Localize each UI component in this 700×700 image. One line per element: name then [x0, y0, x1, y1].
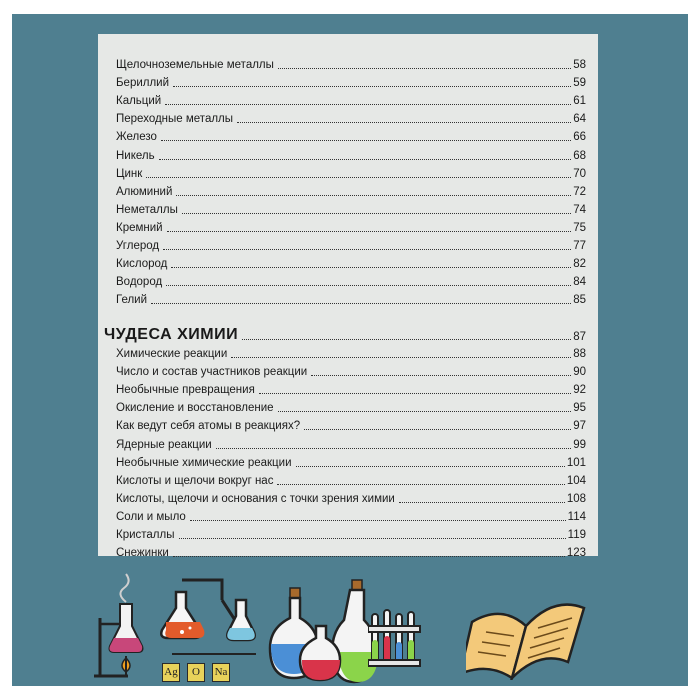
toc-entry-label: Кремний [116, 221, 163, 234]
toc-entry-label: Неметаллы [116, 203, 178, 216]
toc-entry-page-number: 77 [573, 240, 586, 252]
toc-entry-page-number: 119 [567, 529, 586, 541]
toc-entry[interactable] [116, 76, 586, 90]
toc-entry-label: Алюминий [116, 185, 173, 198]
leader-dots [179, 538, 566, 539]
leader-dots [171, 267, 571, 268]
toc-entry[interactable] [116, 112, 586, 126]
toc-entry-label: Переходные металлы [116, 113, 234, 126]
leader-dots [182, 213, 571, 214]
toc-entry[interactable] [116, 94, 586, 108]
toc-entry-page-number: 84 [573, 276, 586, 289]
toc-entry-label: Число и состав участников реакции [116, 366, 308, 379]
toc-entry-label: Кислород [116, 258, 168, 271]
leader-dots [278, 411, 572, 412]
leader-dots [151, 303, 571, 304]
toc-entry[interactable] [116, 510, 586, 524]
toc-entry[interactable] [116, 456, 586, 470]
toc-entry-page-number: 68 [573, 149, 586, 162]
toc-entry-page-number: 108 [566, 492, 586, 505]
toc-entry[interactable] [116, 275, 586, 289]
toc-entry-label: Гелий [116, 294, 148, 307]
leader-dots [161, 140, 571, 141]
toc-entry-label: Снежинки [116, 547, 169, 560]
toc-entry[interactable] [116, 58, 586, 72]
toc-entry[interactable] [116, 239, 586, 253]
toc-entry[interactable] [116, 257, 586, 271]
toc-entry-label: Кислоты и щелочи вокруг нас [116, 474, 274, 487]
toc-entry-page-number: 88 [573, 348, 586, 360]
leader-dots [242, 339, 571, 340]
toc-entry[interactable] [116, 365, 586, 379]
toc-entry-page-number: 95 [573, 402, 586, 415]
toc-entry[interactable] [116, 401, 586, 415]
toc-entry-label: Необычные химические реакции [116, 456, 292, 469]
toc-entry-label: Необычные превращения [116, 384, 255, 397]
toc-entry-label: Кристаллы [116, 529, 175, 541]
leader-dots [296, 466, 565, 467]
leader-dots [216, 448, 572, 449]
toc-entry-label: Щелочноземельные металлы [116, 59, 274, 71]
leader-dots [159, 159, 572, 160]
toc-entry-label: Железо [116, 131, 157, 144]
toc-entry[interactable] [116, 293, 586, 307]
toc-entry-page-number: 75 [573, 221, 586, 234]
toc-entry-page-number: 74 [573, 203, 586, 216]
toc-entry-page-number: 70 [573, 167, 586, 180]
toc-entry[interactable] [116, 149, 586, 163]
leader-dots [304, 429, 571, 430]
toc-entry-page-number: 82 [573, 258, 586, 271]
leader-dots [163, 249, 571, 250]
leader-dots [259, 393, 571, 394]
toc-entry-page-number: 64 [573, 113, 586, 126]
toc-entry-page-number: 97 [573, 420, 586, 433]
leader-dots [237, 122, 571, 123]
leader-dots [311, 375, 571, 376]
toc-entry[interactable] [116, 419, 586, 433]
leader-dots [278, 68, 571, 69]
open-book-icon [466, 592, 588, 680]
toc-entry[interactable] [116, 167, 586, 181]
toc-entry[interactable] [116, 528, 586, 542]
element-tile-na: Na [212, 663, 230, 682]
toc-entry-page-number: 114 [567, 510, 586, 523]
toc-entry[interactable] [116, 492, 586, 506]
toc-entry[interactable] [116, 203, 586, 217]
section-heading-row[interactable] [104, 326, 586, 344]
toc-entry-label: Углерод [116, 240, 160, 252]
toc-entry-label: Кислоты, щелочи и основания с точки зрения химии [116, 492, 395, 505]
element-tile-ag: Ag [162, 663, 180, 682]
toc-entry-label: Бериллий [116, 77, 170, 90]
toc-entry-label: Химические реакции [116, 348, 228, 360]
leader-dots [146, 177, 571, 178]
leader-dots [399, 502, 565, 503]
element-tile-o: O [187, 663, 205, 682]
toc-entry[interactable] [116, 185, 586, 199]
leader-dots [190, 520, 566, 521]
leader-dots [167, 231, 572, 232]
toc-entry-label: Водород [116, 276, 163, 289]
toc-entry-label: Ядерные реакции [116, 438, 212, 451]
toc-entry[interactable] [116, 347, 586, 361]
toc-entry[interactable] [116, 221, 586, 235]
section-page-number: 87 [573, 331, 586, 343]
toc-entry-page-number: 72 [573, 185, 586, 198]
distillation-apparatus-icon [160, 576, 260, 658]
leader-dots [173, 556, 565, 557]
toc-entry-label: Окисление и восстановление [116, 402, 274, 415]
toc-entry-page-number: 92 [573, 384, 586, 397]
toc-entry-label: Соли и мыло [116, 510, 186, 523]
toc-entry[interactable] [116, 383, 586, 397]
toc-entry-page-number: 66 [573, 131, 586, 144]
toc-entry-label: Цинк [116, 167, 143, 180]
leader-dots [231, 357, 571, 358]
toc-entry[interactable] [116, 130, 586, 144]
toc-entry-page-number: 85 [573, 294, 586, 307]
leader-dots [176, 195, 571, 196]
burner-stand-icon [88, 572, 150, 682]
toc-entry-page-number: 58 [573, 59, 586, 71]
toc-entry-label: Никель [116, 149, 155, 162]
leader-dots [166, 285, 571, 286]
toc-entry-page-number: 101 [566, 456, 586, 469]
potion-flasks-icon [262, 578, 380, 684]
toc-entry-page-number: 90 [573, 366, 586, 379]
toc-entry[interactable] [116, 474, 586, 488]
toc-entry-page-number: 61 [573, 95, 586, 108]
toc-entry-label: Кальций [116, 95, 162, 108]
test-tube-rack-icon [368, 606, 424, 670]
leader-dots [173, 86, 571, 87]
leader-dots [277, 484, 564, 485]
toc-entry-label: Как ведут себя атомы в реакциях? [116, 420, 301, 433]
toc-entry-page-number: 59 [573, 77, 586, 90]
toc-entry-page-number: 123 [566, 547, 586, 560]
toc-entry-page-number: 99 [573, 438, 586, 451]
toc-entry[interactable] [116, 438, 586, 452]
section-title: ЧУДЕСА ХИМИИ [104, 326, 239, 343]
toc-entry-page-number: 104 [566, 474, 586, 487]
leader-dots [165, 104, 571, 105]
toc-entry[interactable] [116, 546, 586, 560]
